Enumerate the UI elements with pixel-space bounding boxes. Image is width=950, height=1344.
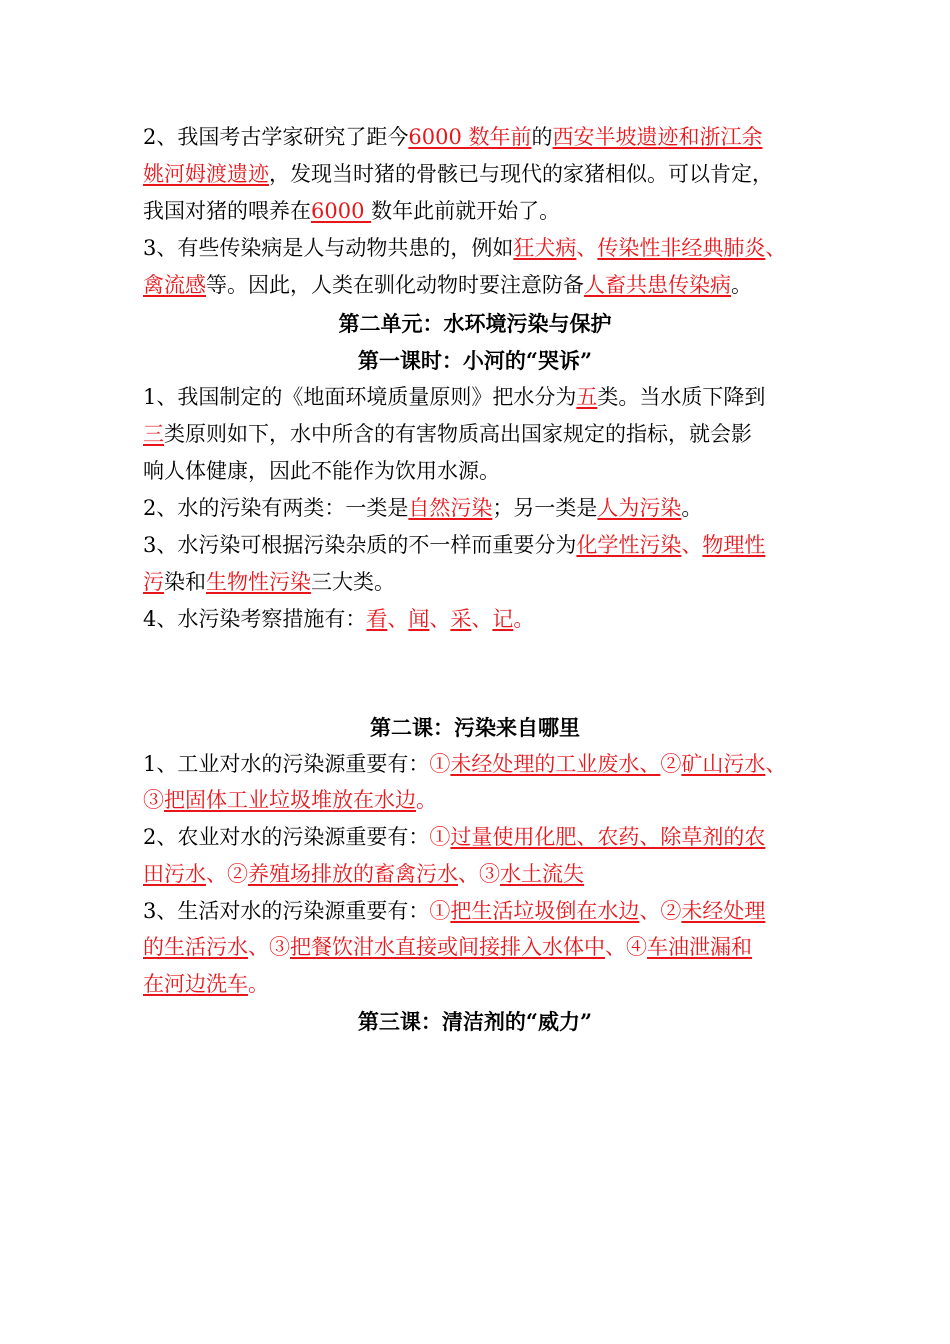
answer-punct: 、 xyxy=(765,236,787,260)
answer-punct: 、 xyxy=(248,935,269,959)
text-line xyxy=(143,929,823,966)
text-segment: 我国对猪的喂养在 xyxy=(143,199,311,223)
answer-underlined: 未经处理的工业废水、 xyxy=(450,752,661,776)
text-line xyxy=(143,966,823,1003)
answer-punct: 、 xyxy=(765,752,787,776)
text-segment: 。 xyxy=(731,273,752,297)
answer-punct: 。 xyxy=(513,607,535,631)
answer-underlined: 禽流感 xyxy=(143,273,206,297)
text-segment: 三大类。 xyxy=(311,570,395,594)
text-segment: 数年此前就开始了。 xyxy=(371,199,561,223)
answer-underlined: 把餐饮泔水直接或间接排入水体中 xyxy=(290,935,605,959)
answer-underlined: 在河边洗车 xyxy=(143,972,248,996)
text-line xyxy=(143,893,823,930)
answer-punct: 、 xyxy=(387,607,409,631)
text-line xyxy=(143,156,823,193)
answer-underlined: 五 xyxy=(576,385,598,409)
answer-underlined: 车油泄漏和 xyxy=(647,935,752,959)
answer-underlined: 传染性非经典肺炎 xyxy=(597,236,766,260)
text-line xyxy=(143,564,823,601)
answer-underlined: 田污水 xyxy=(143,862,206,886)
answer-punct: ① xyxy=(429,825,451,849)
unit-heading xyxy=(0,305,950,342)
answer-underlined: 三 xyxy=(143,422,164,446)
answer-punct: ③ xyxy=(479,862,500,886)
text-line xyxy=(143,746,823,783)
answer-punct: ① xyxy=(429,752,451,776)
text-segment: 响人体健康，因此不能作为饮用水源。 xyxy=(143,459,500,483)
answer-underlined: 把生活垃圾倒在水边 xyxy=(450,899,640,923)
text-segment: 和 xyxy=(185,570,206,594)
text-line xyxy=(143,490,823,527)
answer-punct: ② xyxy=(227,862,248,886)
text-line xyxy=(143,379,823,416)
text-segment: 等。因此，人类在驯化动物时要注意防备 xyxy=(206,273,584,297)
text-segment: 2、我国考古学家研究了距今 xyxy=(143,125,409,149)
answer-punct: 。 xyxy=(416,788,437,812)
answer-underlined: 生物性污染 xyxy=(206,570,311,594)
text-line xyxy=(143,782,823,819)
text-line xyxy=(143,856,823,893)
text-segment: 3、生活对水的污染源重要有： xyxy=(143,899,430,923)
text-segment: 类原则如下，水中所含的有害物质高出国家规定的指标，就会影 xyxy=(164,422,752,446)
text-segment: 2、农业对水的污染源重要有： xyxy=(143,825,430,849)
text-segment: 1、工业对水的污染源重要有： xyxy=(143,752,430,776)
answer-punct: 、 xyxy=(605,935,626,959)
answer-underlined: 过量使用化肥、农药、除草剂的农 xyxy=(450,825,766,849)
text-line xyxy=(143,601,823,638)
answer-underlined: 化学性污染 xyxy=(576,533,682,557)
answer-punct: 、 xyxy=(639,899,661,923)
answer-underlined: 的生活污水 xyxy=(143,935,248,959)
answer-punct: ③ xyxy=(143,788,164,812)
text-segment: 1、我国制定的《地面环境质量原则》把水分为 xyxy=(143,385,577,409)
text-line xyxy=(143,119,823,156)
text-segment: 。 xyxy=(681,496,703,520)
lesson-heading xyxy=(0,342,950,379)
answer-underlined: 物理性 xyxy=(702,533,766,557)
text-line xyxy=(143,416,823,453)
answer-underlined: 人畜共患传染病 xyxy=(584,273,731,297)
answer-underlined: 自然污染 xyxy=(408,496,493,520)
answer-punct: ③ xyxy=(269,935,290,959)
answer-punct: 、 xyxy=(206,862,227,886)
answer-punct: 。 xyxy=(248,972,269,996)
text-line xyxy=(143,819,823,856)
answer-punct: 、 xyxy=(576,236,598,260)
text-segment: 第二单元：水环境污染与保护 xyxy=(338,311,612,336)
text-line xyxy=(143,453,823,490)
answer-underlined: 6000 xyxy=(311,199,372,223)
answer-underlined: 污 xyxy=(143,570,164,594)
answer-underlined: 采 xyxy=(450,607,472,631)
text-segment: 第三课：清洁剂的“威力” xyxy=(357,1009,593,1034)
text-line xyxy=(143,193,823,230)
text-line xyxy=(143,267,823,304)
answer-punct: ④ xyxy=(626,935,647,959)
answer-underlined: 人为污染 xyxy=(597,496,682,520)
text-segment: 第二课：污染来自哪里 xyxy=(370,715,580,740)
text-segment: ，发现当时猪的骨骸已与现代的家猪相似。可以肯定， xyxy=(269,162,773,186)
lesson-heading xyxy=(0,1003,950,1040)
text-segment: 染 xyxy=(164,570,185,594)
answer-underlined: 西安半坡遗迹和浙江余 xyxy=(552,125,763,149)
answer-underlined: 未经处理 xyxy=(681,899,766,923)
answer-underlined: 狂犬病 xyxy=(513,236,577,260)
text-line xyxy=(143,527,823,564)
answer-punct: 、 xyxy=(471,607,493,631)
answer-underlined: 把固体工业垃圾堆放在水边 xyxy=(164,788,416,812)
answer-underlined: 姚河姆渡遗迹 xyxy=(143,162,269,186)
answer-underlined: 看 xyxy=(366,607,388,631)
answer-punct: 、 xyxy=(458,862,479,886)
answer-underlined: 水土流失 xyxy=(500,862,584,886)
answer-punct: ② xyxy=(660,899,682,923)
answer-punct: ① xyxy=(429,899,451,923)
answer-punct: 、 xyxy=(429,607,451,631)
text-segment: 的 xyxy=(531,125,553,149)
answer-underlined: 养殖场排放的畜禽污水 xyxy=(248,862,458,886)
answer-punct: ② xyxy=(660,752,682,776)
answer-underlined: 记 xyxy=(492,607,514,631)
answer-punct: 、 xyxy=(681,533,703,557)
text-segment: 4、水污染考察措施有： xyxy=(143,607,367,631)
answer-underlined: 闻 xyxy=(408,607,430,631)
text-line xyxy=(143,230,823,267)
text-segment: ；另一类是 xyxy=(492,496,598,520)
text-segment: 3、有些传染病是人与动物共患的，例如 xyxy=(143,236,514,260)
text-segment: 类。当水质下降到 xyxy=(597,385,766,409)
text-segment: 3、水污染可根据污染杂质的不一样而重要分为 xyxy=(143,533,577,557)
lesson-heading xyxy=(0,709,950,746)
answer-underlined: 6000 数年前 xyxy=(408,125,532,149)
text-segment: 第一课时：小河的“哭诉” xyxy=(357,348,593,373)
answer-underlined: 矿山污水 xyxy=(681,752,766,776)
text-segment: 2、水的污染有两类：一类是 xyxy=(143,496,409,520)
